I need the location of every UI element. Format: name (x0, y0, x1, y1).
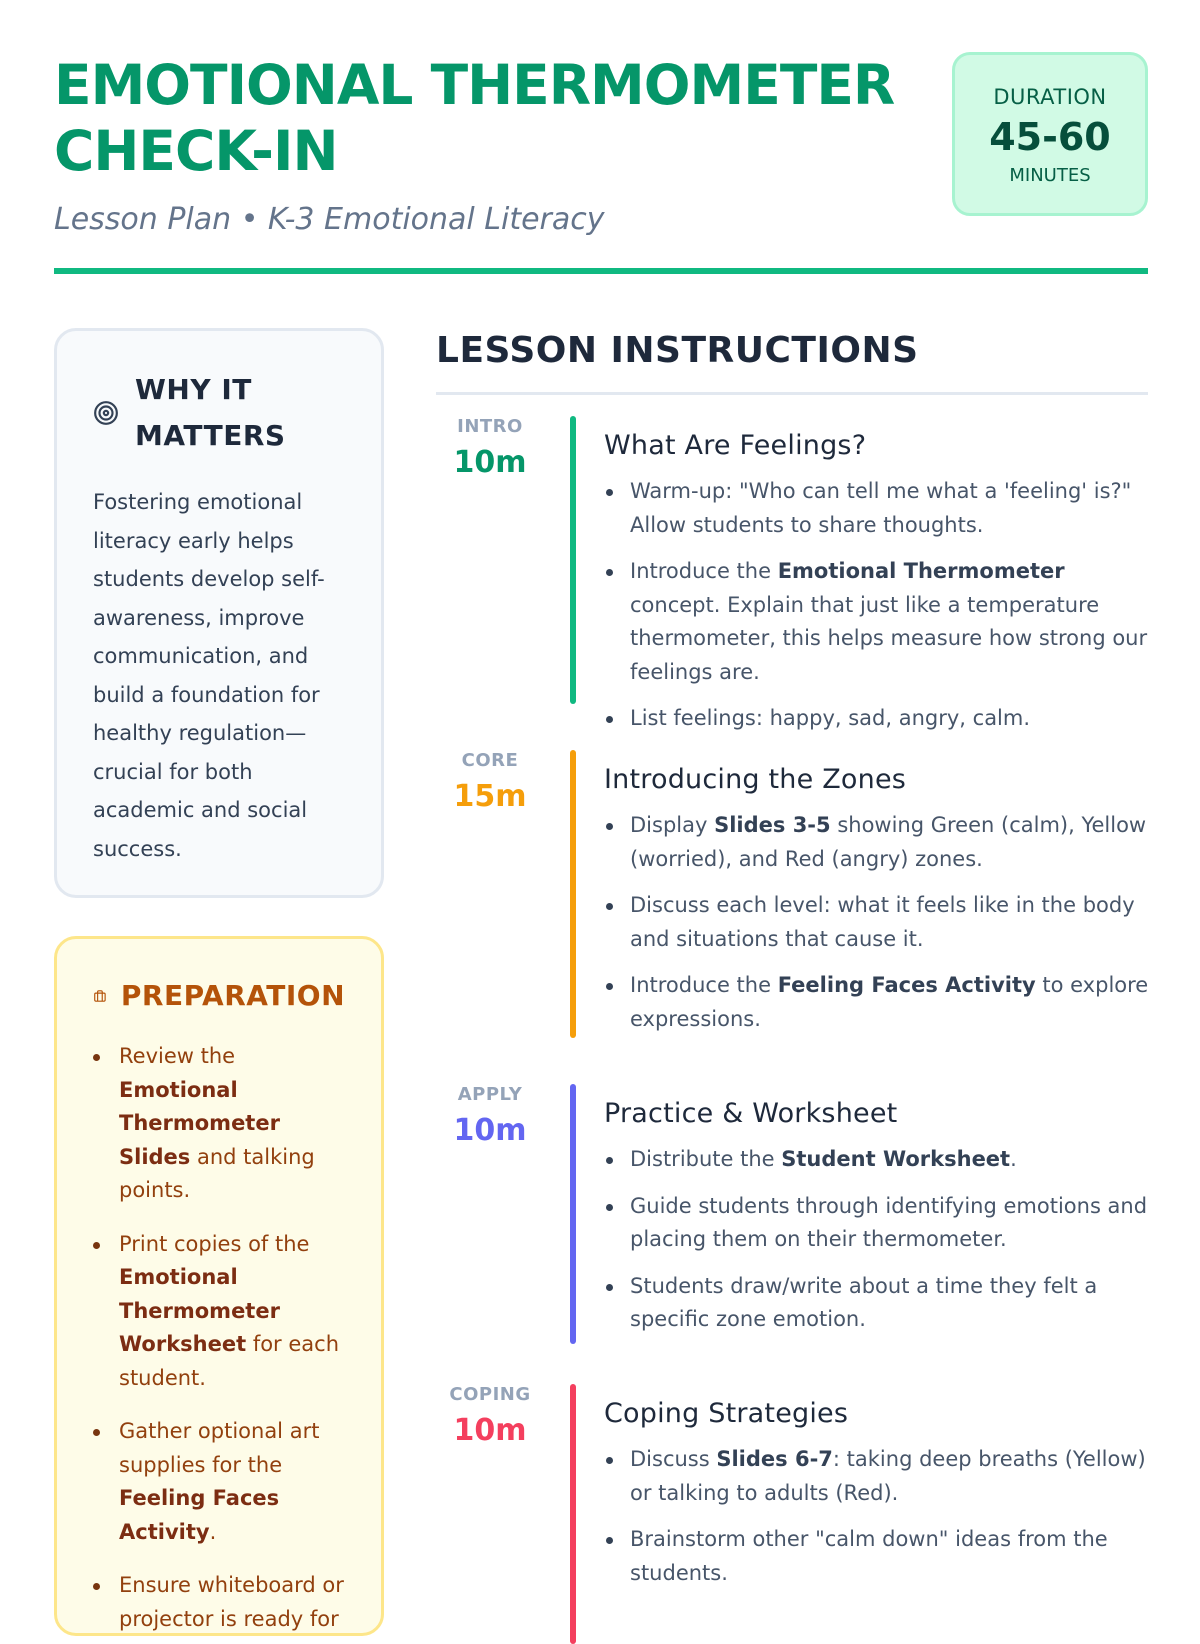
list-item (604, 702, 1160, 736)
bullet-bold: Emotional Thermometer (777, 559, 1065, 583)
bullet-text: showing Green (calm), Yellow (worried), and Red (angry) zones. (630, 813, 1147, 871)
prep-bold: Emotional Thermometer Worksheet (119, 1265, 280, 1356)
why-title (135, 367, 286, 459)
bullet-text: Warm-up: "Who can tell me what a 'feeling' is?" Allow students to share thoughts. (630, 479, 1132, 537)
prep-title: PREPARATION (120, 979, 345, 1012)
bullet-bold: Student Worksheet (781, 1147, 1011, 1171)
phase-marker (436, 1384, 544, 1448)
prep-header (93, 979, 345, 1012)
list-item (93, 1228, 345, 1396)
briefcase-icon (93, 984, 107, 1008)
prep-text: Print copies of the (119, 1231, 310, 1256)
bullet-text: to explore expressions. (630, 973, 1149, 1031)
section-content (604, 764, 1160, 1049)
bullet-text: : taking deep breaths (Yellow) or talking to adults (Red). (630, 1447, 1146, 1505)
duration-badge (952, 52, 1148, 216)
bullet-text: Brainstorm other "calm down" ideas from the students. (630, 1527, 1108, 1585)
prep-bold: Feeling Faces Activity (119, 1486, 280, 1544)
bullet-text: Discuss each level: what it feels like in the body and situations that cause it. (630, 893, 1135, 951)
section-title: Practice & Worksheet (604, 1098, 898, 1129)
list-item (93, 1415, 345, 1549)
section-bullets (604, 475, 1160, 736)
list-item (93, 1040, 345, 1208)
phase-time: 10m (453, 1413, 527, 1448)
phase-marker (436, 1084, 544, 1148)
why-title-line2: MATTERS (135, 419, 286, 452)
phase-bar (570, 416, 576, 704)
bullet-text: Display (630, 813, 715, 837)
lesson-instructions-title: LESSON INSTRUCTIONS (436, 330, 919, 371)
phase-label: COPING (449, 1384, 531, 1405)
phase-time: 15m (453, 779, 527, 814)
page-title (54, 52, 914, 184)
prep-text: and talking points. (119, 1144, 315, 1202)
why-title-line1: WHY IT (135, 373, 252, 406)
list-item (93, 1569, 345, 1636)
list-item (604, 809, 1160, 876)
section-title: What Are Feelings? (604, 430, 867, 461)
bullet-text: Discuss (630, 1447, 717, 1471)
preparation-card (54, 936, 384, 1636)
header (54, 52, 1148, 237)
bullet-bold: Slides 3-5 (714, 813, 831, 837)
bullet-text: List feelings: happy, sad, angry, calm. (630, 706, 1031, 730)
list-item (604, 1443, 1160, 1510)
bullet-bold: Slides 6-7 (716, 1447, 833, 1471)
page-title-line1: EMOTIONAL THERMOMETER (54, 53, 895, 117)
page-subtitle: Lesson Plan • K-3 Emotional Literacy (54, 202, 605, 237)
phase-bar (570, 1084, 576, 1344)
phase-time: 10m (453, 1113, 527, 1148)
why-it-matters-card (54, 328, 384, 898)
section-content (604, 1098, 1160, 1350)
section-content (604, 1398, 1160, 1603)
list-item (604, 1270, 1160, 1337)
duration-unit: MINUTES (1009, 165, 1091, 186)
phase-time: 10m (453, 445, 527, 480)
section-title: Introducing the Zones (604, 764, 907, 795)
prep-text: Gather optional art supplies for the (119, 1419, 320, 1477)
duration-value: 45-60 (989, 115, 1111, 159)
page-title-line2: CHECK-IN (54, 119, 338, 183)
list-item (604, 475, 1160, 542)
instructions-divider (436, 392, 1148, 395)
section-title: Coping Strategies (604, 1398, 849, 1429)
target-icon (93, 400, 119, 426)
phase-label: INTRO (457, 416, 523, 437)
phase-marker (436, 750, 544, 814)
phase-bar (570, 750, 576, 1038)
list-item (604, 1523, 1160, 1590)
prep-text: Review the (119, 1044, 236, 1068)
list-item (604, 1190, 1160, 1257)
phase-label: CORE (461, 750, 519, 771)
prep-list (93, 1040, 345, 1636)
bullet-text: Guide students through identifying emotions and placing them on their thermometer. (630, 1193, 1148, 1251)
section-bullets (604, 1443, 1160, 1590)
bullet-text: Introduce the (630, 559, 778, 583)
bullet-text: Introduce the (630, 973, 778, 997)
prep-text: . (209, 1519, 217, 1544)
header-divider (54, 268, 1148, 274)
phase-marker (436, 416, 544, 480)
section-bullets (604, 1143, 1160, 1337)
phase-bar (570, 1384, 576, 1644)
bullet-text: . (1010, 1147, 1017, 1171)
section-content (604, 430, 1160, 749)
bullet-text: Students draw/write about a time they felt a specific zone emotion. (630, 1273, 1098, 1331)
list-item (604, 969, 1160, 1036)
section-bullets (604, 809, 1160, 1036)
bullet-bold: Feeling Faces Activity (777, 973, 1036, 997)
prep-text: Ensure whiteboard or projector is ready for (119, 1573, 344, 1631)
phase-label: APPLY (457, 1084, 523, 1105)
duration-label: DURATION (993, 85, 1107, 109)
why-header (93, 367, 345, 459)
why-body: Fostering emotional literacy early helps students develop self-awareness, improve communication, and build a foundation for healthy regulation—crucial for both academic and social success. (93, 490, 325, 861)
prep-text: for each student. (119, 1332, 340, 1390)
bullet-text: concept. Explain that just like a temperature thermometer, this helps measure how strong our feelings are. (630, 592, 1148, 684)
list-item (604, 889, 1160, 956)
bullet-text: Distribute the (630, 1147, 782, 1171)
list-item (604, 1143, 1160, 1177)
list-item (604, 555, 1160, 689)
prep-bold: Emotional Thermometer Slides (119, 1077, 280, 1169)
